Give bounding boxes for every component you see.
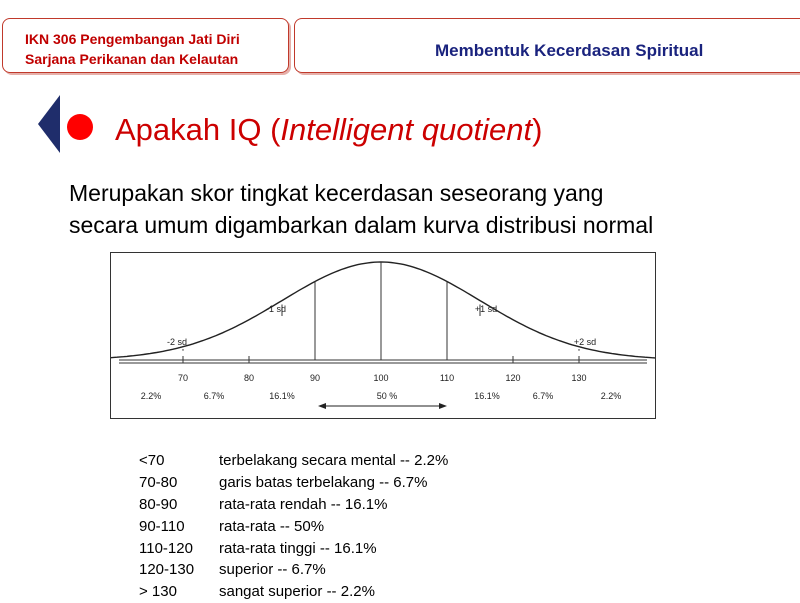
band-percent-label: 6.7% [203,391,225,401]
iq-range: > 130 [139,583,177,601]
band-percent-label: 2.2% [600,391,622,401]
iq-category: rata-rata rendah -- 16.1% [219,495,388,513]
title-suffix: ) [532,112,543,147]
iq-category: garis batas terbelakang -- 6.7% [219,474,428,492]
x-tick-label: 120 [505,373,521,383]
classification-row [139,537,448,559]
iq-range: 70-80 [139,474,178,492]
classification-row [139,450,448,472]
iq-category: terbelakang secara mental -- 2.2% [219,452,449,470]
iq-range: <70 [139,452,165,470]
slide-title [115,112,542,148]
course-title: IKN 306 Pengembangan Jati Diri [25,31,240,47]
x-tick-label: 130 [571,373,587,383]
description-line-2: secara umum digambarkan dalam kurva distribusi normal [69,212,654,238]
sd-marker-label: -2 sd [166,337,188,347]
topic-header-box [294,18,800,73]
x-tick-label: 90 [309,373,321,383]
bell-curve-svg [111,253,655,418]
classification-row [139,581,448,603]
x-tick-label: 80 [243,373,255,383]
iq-category: rata-rata -- 50% [219,517,325,535]
iq-classification-table [139,450,448,603]
iq-category: sangat superior -- 2.2% [219,583,375,601]
sd-marker-label: -1 sd [265,304,287,314]
description-line-1: Merupakan skor tingkat kecerdasan seseorang yang [69,180,604,206]
band-percent-label: 2.2% [140,391,162,401]
title-prefix: Apakah IQ ( [115,112,281,147]
title-italic: Intelligent quotient [280,112,533,147]
red-dot-icon [67,114,93,140]
iq-category: rata-rata tinggi -- 16.1% [219,539,377,557]
range-arrow-left-head [318,403,326,409]
iq-range: 110-120 [139,539,193,557]
iq-range: 80-90 [139,495,178,513]
x-tick-label: 70 [177,373,189,383]
x-tick-label: 110 [439,373,455,383]
program-name: Sarjana Perikanan dan Kelautan [25,51,239,67]
x-tick-label: 100 [373,373,389,383]
topic-title: Membentuk Kecerdasan Spiritual [435,41,704,60]
classification-row [139,472,448,494]
classification-row [139,515,448,537]
iq-range: 120-130 [139,561,195,579]
sd-marker-label: +1 sd [474,304,498,314]
band-percent-label: 6.7% [532,391,554,401]
course-header-box [2,18,289,73]
classification-row [139,494,448,516]
normal-distribution-chart [110,252,656,419]
range-arrow-right-head [439,403,447,409]
classification-row [139,559,448,581]
iq-category: superior -- 6.7% [219,561,326,579]
sd-marker-label: +2 sd [573,337,597,347]
left-arrow-icon[interactable] [38,95,62,153]
band-percent-label: 16.1% [269,391,295,401]
band-percent-label: 50 % [376,391,398,401]
band-percent-label: 16.1% [474,391,500,401]
iq-range: 90-110 [139,517,185,535]
